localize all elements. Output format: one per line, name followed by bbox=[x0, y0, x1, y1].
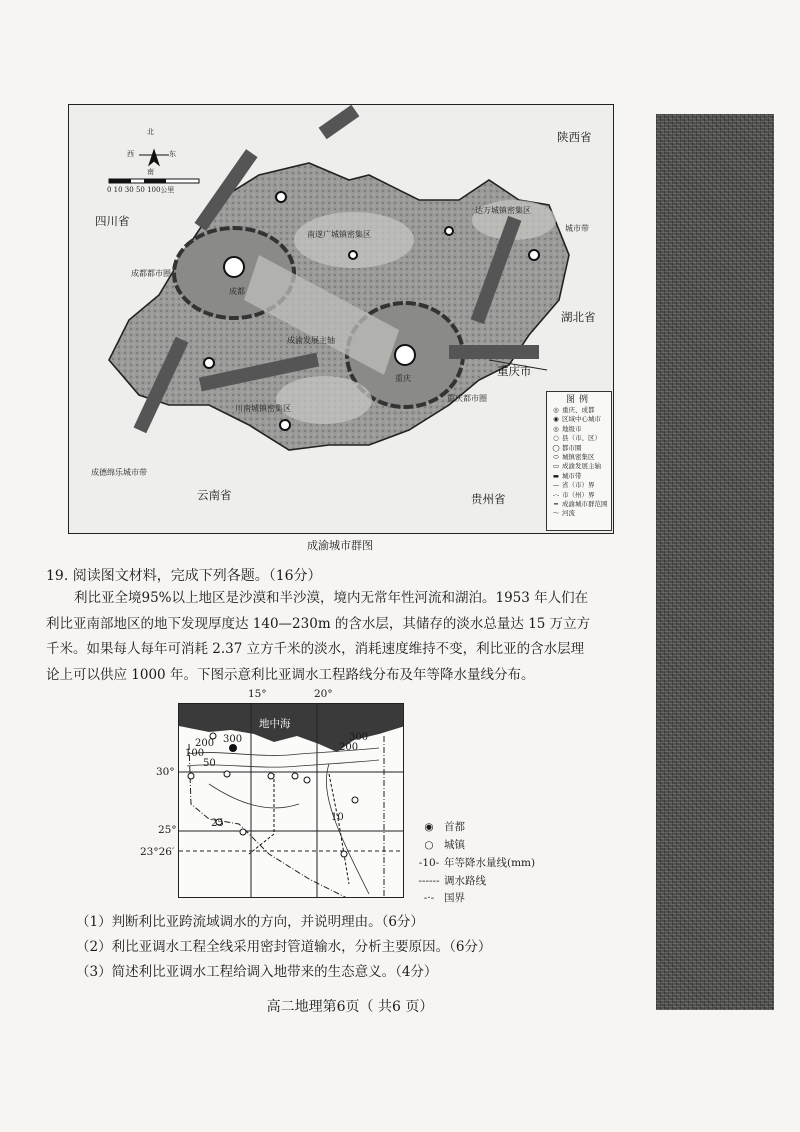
lat-25-label: 25° bbox=[158, 824, 177, 836]
isoline-100: 100 bbox=[185, 748, 205, 759]
label-guizhou: 贵州省 bbox=[471, 492, 506, 506]
question-title: 19. 阅读图文材料，完成下列各题。（16分） bbox=[46, 568, 322, 584]
compass-east: 东 bbox=[169, 150, 176, 158]
legend-row: -·- 市（州）界 bbox=[552, 490, 595, 499]
legend-row: ▬ 城市带 bbox=[552, 471, 582, 480]
isoline-200b: 200 bbox=[339, 742, 359, 753]
legend-row: — 省（市）界 bbox=[552, 481, 595, 490]
legend-row: ━ 成渝城市群范围 bbox=[554, 500, 608, 509]
material-line: 利比亚全境95%以上地区是沙漠和半沙漠，境内无常年性河流和湖泊。1953 年人们在 bbox=[74, 590, 589, 606]
scale-bar bbox=[109, 179, 199, 183]
compass-west: 西 bbox=[127, 150, 134, 158]
libya-legend-row: ○ 城镇 bbox=[424, 839, 465, 851]
legend-row: ◎ 重庆、成都 bbox=[553, 406, 595, 414]
libya-legend-row: -10- 年等降水量线(mm) bbox=[418, 857, 536, 869]
label-sichuan: 四川省 bbox=[95, 214, 130, 228]
isoline-300: 300 bbox=[223, 734, 243, 745]
question-material bbox=[46, 586, 646, 688]
zone-south-sichuan: 川南城镇密集区 bbox=[235, 404, 291, 413]
libya-graphics bbox=[179, 704, 404, 898]
legend-title: 图例 bbox=[565, 395, 592, 405]
zone-chengdu-circle: 成都都市圈 bbox=[131, 269, 171, 278]
zone-chengde: 成德绵乐城市带 bbox=[91, 468, 147, 477]
legend-row: ▭ 成渝发展主轴 bbox=[552, 462, 601, 471]
zone-north-sichuan: 南遂广城镇密集区 bbox=[307, 230, 371, 239]
lon-20-label: 20° bbox=[314, 688, 333, 700]
isoline-25: 25 bbox=[211, 818, 224, 829]
label-shaanxi: 陕西省 bbox=[557, 130, 592, 144]
zone-axis: 成渝发展主轴 bbox=[287, 336, 335, 345]
isoline-50: 50 bbox=[203, 758, 216, 769]
sub-question-1: （1）判断利比亚跨流域调水的方向，并说明理由。（6分） bbox=[76, 914, 424, 930]
scale-label: 0 10 30 50 100公里 bbox=[107, 186, 175, 194]
compass-icon bbox=[139, 150, 169, 165]
material-line: 利比亚南部地区的地下发现厚度达 140—230m 的含水层，其储存的淡水总量达 15 万立方 bbox=[46, 615, 591, 632]
legend-row: ○ 县（市、区） bbox=[553, 434, 601, 443]
libya-legend-row: -·- 国界 bbox=[423, 892, 465, 904]
zone-dawan: 达万城镇密集区 bbox=[475, 206, 531, 215]
sub-question-2: （2）利比亚调水工程全线采用密封管道输水，分析主要原因。（6分） bbox=[76, 939, 492, 955]
zone-cq-belt: 城市带 bbox=[565, 224, 589, 233]
isoline-200: 200 bbox=[195, 738, 215, 749]
legend-row: 〜 河流 bbox=[552, 509, 575, 518]
material-line: 论上可以供应 1000 年。下图示意利比亚调水工程路线分布及年等降水量线分布。 bbox=[46, 666, 535, 683]
legend-row: ◉ 区域中心城市 bbox=[553, 415, 601, 424]
chengyu-map bbox=[68, 104, 614, 534]
map-caption: 成渝城市群图 bbox=[307, 539, 373, 552]
zone-chongqing: 重庆 bbox=[395, 374, 411, 383]
map-legend bbox=[546, 391, 612, 531]
water-route bbox=[329, 774, 349, 884]
water-route bbox=[249, 774, 274, 854]
libya-legend-row: ◉ 首都 bbox=[424, 821, 465, 833]
compass-south: 南 bbox=[147, 168, 154, 176]
lon-15-label: 15° bbox=[248, 688, 267, 700]
libya-map bbox=[178, 703, 404, 898]
scan-edge-strip bbox=[656, 114, 774, 1010]
legend-row: ◯ 都市圈 bbox=[552, 443, 582, 452]
tropic-label: 23°26′ bbox=[140, 846, 175, 858]
label-hubei: 湖北省 bbox=[561, 310, 596, 324]
libya-legend-row: ------ 调水路线 bbox=[418, 875, 486, 887]
lat-30-label: 30° bbox=[156, 766, 175, 778]
legend-row: ⬭ 城镇密集区 bbox=[553, 453, 595, 462]
material-line: 千米。如果每人每年可消耗 2.37 立方千米的淡水，消耗速度维持不变，利比亚的含水层理 bbox=[46, 641, 585, 657]
sub-question-3: （3）简述利比亚调水工程给调入地带来的生态意义。（4分） bbox=[76, 964, 438, 980]
zone-chengdu: 成都 bbox=[229, 287, 245, 296]
page-footer: 高二地理第6页（ 共6 页） bbox=[266, 999, 434, 1015]
isoline-10: 10 bbox=[331, 812, 344, 823]
zone-cq-circle: 重庆都市圈 bbox=[447, 394, 487, 403]
compass-north: 北 bbox=[147, 128, 154, 136]
label-yunnan: 云南省 bbox=[197, 488, 232, 502]
sea-label: 地中海 bbox=[259, 718, 291, 730]
isoline-300b: 300 bbox=[349, 732, 369, 743]
label-chongqing: 重庆市 bbox=[497, 364, 532, 378]
legend-row: ◎ 地级市 bbox=[553, 424, 582, 433]
capital-icon bbox=[229, 744, 237, 752]
